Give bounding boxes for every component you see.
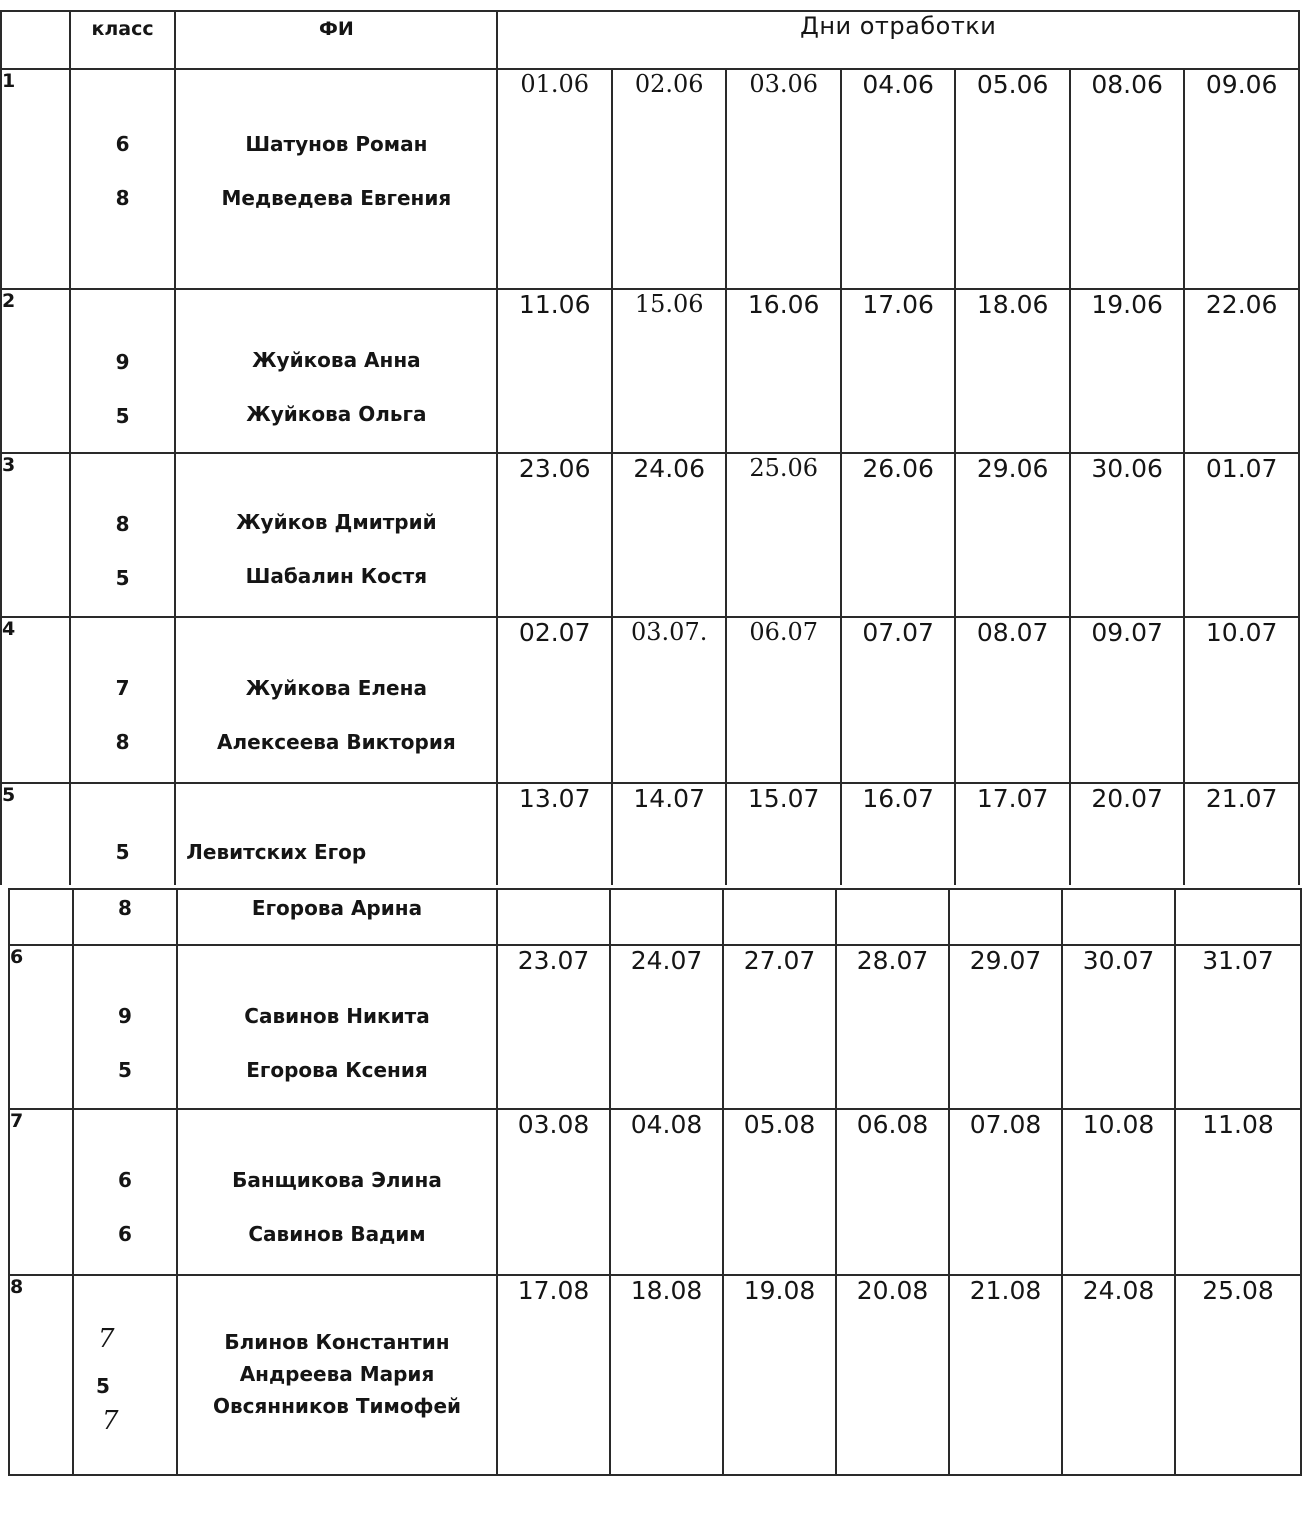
- member-class: 9: [115, 350, 130, 374]
- day-cell: 22.06: [1184, 289, 1299, 453]
- name-cell: [175, 453, 497, 617]
- member-name: Блинов Константин: [224, 1330, 450, 1354]
- header-class-label: класс: [91, 18, 154, 40]
- day-cell: 17.08: [497, 1275, 610, 1475]
- class-cell: [70, 783, 175, 885]
- day-cell: 09.07: [1070, 617, 1184, 783]
- member-name: Савинов Вадим: [248, 1222, 426, 1246]
- class-cell: [70, 617, 175, 783]
- day-cell: 07.08: [949, 1109, 1062, 1275]
- day-cell: 23.06: [497, 453, 611, 617]
- day-cell: 05.08: [723, 1109, 836, 1275]
- member-class: 7: [98, 1324, 115, 1354]
- header-class-cell: [70, 11, 175, 69]
- day-cell: 21.07: [1184, 783, 1299, 885]
- member-class: 5: [115, 566, 130, 590]
- day-cell: 29.06: [955, 453, 1069, 617]
- group-number: 2: [1, 289, 70, 453]
- member-name: Егорова Ксения: [246, 1058, 428, 1082]
- day-cell: 06.07: [726, 617, 840, 783]
- member-name: Шатунов Роман: [245, 132, 428, 156]
- member-class: 5: [115, 404, 130, 428]
- member-name: Савинов Никита: [244, 1004, 430, 1028]
- day-cell: 11.06: [497, 289, 611, 453]
- day-cell: 19.08: [723, 1275, 836, 1475]
- member-name: Егорова Арина: [251, 896, 423, 920]
- day-cell: 21.08: [949, 1275, 1062, 1475]
- member-class: 6: [118, 1168, 132, 1192]
- name-cell: [175, 289, 497, 453]
- schedule-table-lower: [8, 888, 1302, 1476]
- member-name: Жуйкова Елена: [245, 676, 427, 700]
- day-cell: 03.06: [726, 69, 840, 289]
- header-number-cell: [1, 11, 70, 69]
- day-cell: 16.07: [841, 783, 955, 885]
- day-cell: 01.07: [1184, 453, 1299, 617]
- class-cell: [73, 1109, 177, 1275]
- table-row: [1, 783, 1299, 885]
- day-cell: 08.07: [955, 617, 1069, 783]
- name-cell: [175, 617, 497, 783]
- name-cell: [177, 1275, 497, 1475]
- day-cell-empty: [836, 889, 949, 945]
- day-cell: 24.07: [610, 945, 723, 1109]
- day-cell: 18.06: [955, 289, 1069, 453]
- day-cell: 30.06: [1070, 453, 1184, 617]
- member-name: Овсянников Тимофей: [212, 1394, 462, 1418]
- table-row: [9, 945, 1301, 1109]
- day-cell-empty: [949, 889, 1062, 945]
- class-cell: [70, 289, 175, 453]
- day-cell: 26.06: [841, 453, 955, 617]
- day-cell: 27.07: [723, 945, 836, 1109]
- day-cell: 15.07: [726, 783, 840, 885]
- member-name: Алексеева Виктория: [217, 730, 456, 754]
- day-cell-empty: [1062, 889, 1175, 945]
- table-row: [1, 69, 1299, 289]
- member-name: Банщикова Элина: [232, 1168, 442, 1192]
- day-cell: 16.06: [726, 289, 840, 453]
- group-number: 3: [1, 453, 70, 617]
- day-cell: 30.07: [1062, 945, 1175, 1109]
- class-cell: [70, 453, 175, 617]
- member-class: 7: [102, 1406, 119, 1436]
- member-name: Левитских Егор: [186, 840, 367, 864]
- day-cell: 07.07: [841, 617, 955, 783]
- day-cell: 25.06: [726, 453, 840, 617]
- table-row: [9, 1275, 1301, 1475]
- day-cell: 09.06: [1184, 69, 1299, 289]
- member-class: 5: [115, 840, 130, 864]
- member-name: Шабалин Костя: [245, 564, 428, 588]
- day-cell: 19.06: [1070, 289, 1184, 453]
- day-cell: 06.08: [836, 1109, 949, 1275]
- day-cell: 24.08: [1062, 1275, 1175, 1475]
- group-number: 5: [1, 783, 70, 885]
- member-class: 5: [118, 1058, 132, 1082]
- day-cell: 10.07: [1184, 617, 1299, 783]
- member-name: Андреева Мария: [239, 1362, 435, 1386]
- header-name-label: ФИ: [318, 18, 354, 40]
- day-cell: 03.07.: [612, 617, 726, 783]
- day-cell-empty: [723, 889, 836, 945]
- table-row: [1, 289, 1299, 453]
- day-cell-empty: [1175, 889, 1301, 945]
- group-number: 6: [9, 945, 73, 1109]
- name-cell: [175, 69, 497, 289]
- member-class: 8: [115, 730, 130, 754]
- day-cell: 31.07: [1175, 945, 1301, 1109]
- class-cell: [73, 889, 177, 945]
- day-cell: 11.08: [1175, 1109, 1301, 1275]
- member-class: 5: [96, 1374, 110, 1398]
- member-class: 6: [115, 132, 130, 156]
- name-cell: [177, 1109, 497, 1275]
- day-cell: 20.07: [1070, 783, 1184, 885]
- table-row: [9, 889, 1301, 945]
- name-cell: [175, 783, 497, 885]
- day-cell: 17.06: [841, 289, 955, 453]
- member-name: Жуйков Дмитрий: [236, 510, 437, 534]
- table-row: [1, 453, 1299, 617]
- day-cell: 28.07: [836, 945, 949, 1109]
- day-cell: 18.08: [610, 1275, 723, 1475]
- day-cell: 01.06: [497, 69, 611, 289]
- header-row: [1, 11, 1299, 69]
- header-days-label: Дни отработки: [800, 12, 997, 40]
- member-class: 7: [115, 676, 130, 700]
- day-cell: 04.08: [610, 1109, 723, 1275]
- header-name-cell: [175, 11, 497, 69]
- group-number: 7: [9, 1109, 73, 1275]
- day-cell: 14.07: [612, 783, 726, 885]
- schedule-table-upper: [0, 10, 1300, 885]
- group-number: 4: [1, 617, 70, 783]
- member-class: 8: [115, 186, 130, 210]
- day-cell: 25.08: [1175, 1275, 1301, 1475]
- day-cell: 17.07: [955, 783, 1069, 885]
- day-cell: 29.07: [949, 945, 1062, 1109]
- member-class: 8: [115, 512, 130, 536]
- member-name: Жуйкова Ольга: [246, 402, 427, 426]
- table-row: [9, 1109, 1301, 1275]
- day-cell: 20.08: [836, 1275, 949, 1475]
- day-cell: 04.06: [841, 69, 955, 289]
- day-cell: 15.06: [612, 289, 726, 453]
- group-number: 8: [9, 1275, 73, 1475]
- name-cell: [177, 945, 497, 1109]
- class-cell: [73, 945, 177, 1109]
- day-cell: 13.07: [497, 783, 611, 885]
- day-cell: 23.07: [497, 945, 610, 1109]
- day-cell: 02.06: [612, 69, 726, 289]
- header-days-cell: [497, 11, 1299, 69]
- day-cell: 08.06: [1070, 69, 1184, 289]
- day-cell: 05.06: [955, 69, 1069, 289]
- member-name: Жуйкова Анна: [252, 348, 421, 372]
- name-cell: [177, 889, 497, 945]
- table-row: [1, 617, 1299, 783]
- group-number: 1: [1, 69, 70, 289]
- day-cell: 24.06: [612, 453, 726, 617]
- member-name: Медведева Евгения: [221, 186, 452, 210]
- class-cell: [70, 69, 175, 289]
- day-cell: 10.08: [1062, 1109, 1175, 1275]
- day-cell-empty: [610, 889, 723, 945]
- day-cell-empty: [497, 889, 610, 945]
- day-cell: 03.08: [497, 1109, 610, 1275]
- day-cell: 02.07: [497, 617, 611, 783]
- member-class: 6: [118, 1222, 132, 1246]
- member-class: 9: [118, 1004, 132, 1028]
- group-number-empty: [9, 889, 73, 945]
- class-cell: [73, 1275, 177, 1475]
- member-class: 8: [118, 896, 132, 920]
